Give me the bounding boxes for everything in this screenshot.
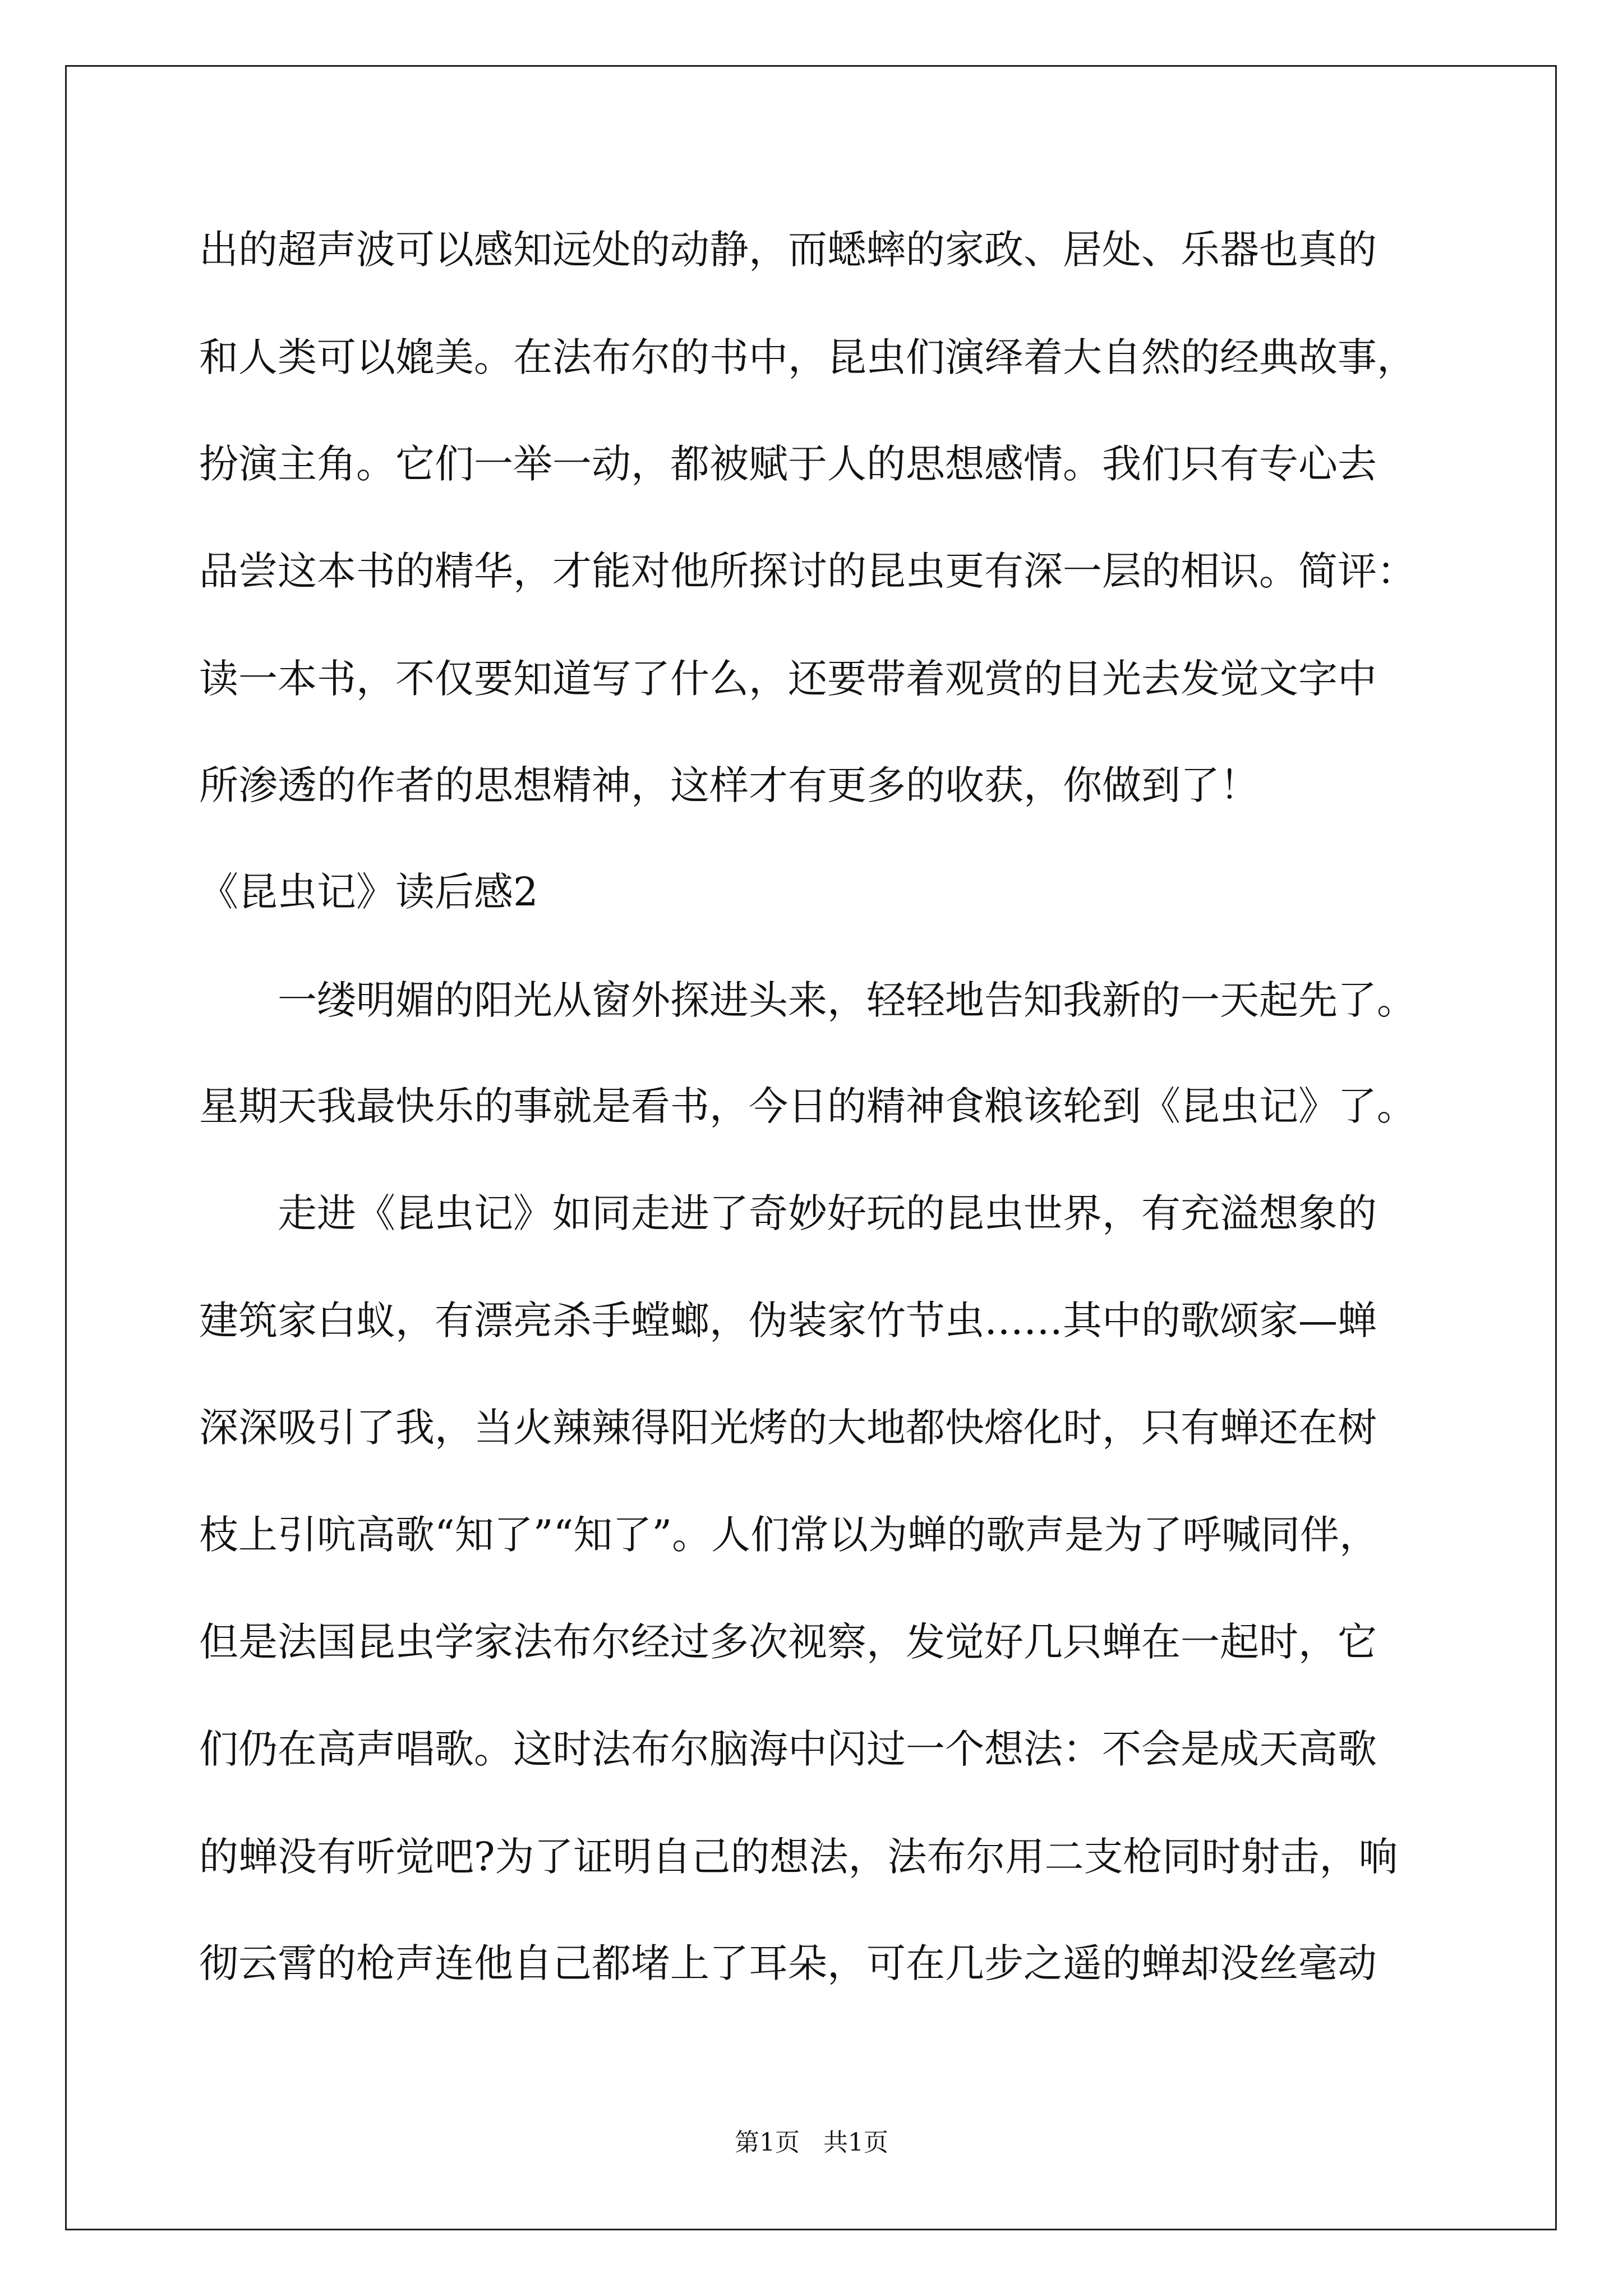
body-line: 所渗透的作者的思想精神，这样才有更多的收获，你做到了！	[199, 762, 1259, 808]
page-footer: 第1页 共1页	[735, 2128, 888, 2157]
body-line: 走进《昆虫记》如同走进了奇妙好玩的昆虫世界，有充溢想象的	[278, 1190, 1377, 1236]
body-line: 读一本书，不仅要知道写了什么，还要带着观赏的目光去发觉文字中	[199, 656, 1377, 702]
body-line: 的蝉没有听觉吧?为了证明自己的想法，法布尔用二支枪同时射击，响	[199, 1834, 1398, 1880]
body-line: 们仍在高声唱歌。这时法布尔脑海中闪过一个想法：不会是成天高歌	[199, 1726, 1377, 1772]
body-line: 扮演主角。它们一举一动，都被赋于人的思想感情。我们只有专心去	[199, 441, 1377, 487]
body-line: 枝上引吭高歌“知了”“知了”。人们常以为蝉的歌声是为了呼喊同伴，	[199, 1512, 1379, 1558]
body-line: 彻云霄的枪声连他自己都堵上了耳朵，可在几步之遥的蝉却没丝毫动	[199, 1940, 1377, 1986]
section-heading: 《昆虫记》读后感2	[199, 869, 538, 915]
body-line: 出的超声波可以感知远处的动静，而蟋蟀的家政、居处、乐器也真的	[199, 227, 1377, 273]
body-line: 但是法国昆虫学家法布尔经过多次视察，发觉好几只蝉在一起时，它	[199, 1619, 1377, 1665]
body-line: 品尝这本书的精华，才能对他所探讨的昆虫更有深一层的相识。简评：	[199, 548, 1416, 594]
body-line: 星期天我最快乐的事就是看书，今日的精神食粮该轮到《昆虫记》了。	[199, 1083, 1416, 1129]
body-line: 建筑家白蚁，有漂亮杀手螳螂，伪装家竹节虫……其中的歌颂家—蝉	[199, 1297, 1377, 1343]
body-line: 深深吸引了我，当火辣辣得阳光烤的大地都快熔化时，只有蝉还在树	[199, 1405, 1377, 1451]
body-line: 和人类可以媲美。在法布尔的书中，昆虫们演绎着大自然的经典故事，	[199, 334, 1416, 380]
body-line: 一缕明媚的阳光从窗外探进头来，轻轻地告知我新的一天起先了。	[278, 977, 1416, 1023]
page-border	[65, 65, 1557, 2230]
